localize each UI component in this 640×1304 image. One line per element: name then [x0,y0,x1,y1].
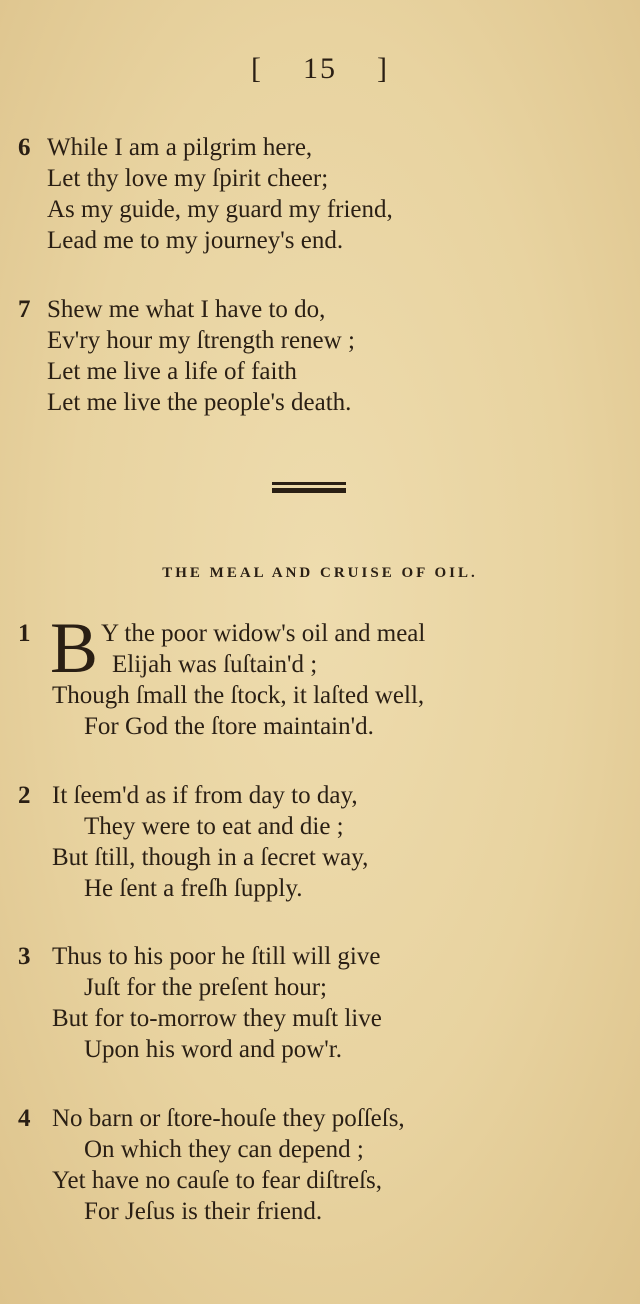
verse-line: While I am a pilgrim here, [47,134,313,161]
right-bracket: ] [377,52,389,85]
verse-line: Elijah was ſuſtain'd ; [112,651,318,678]
verse-line: Shew me what I have to do, [47,296,326,323]
verse-line: Let me live a life of faith [47,358,297,385]
stanza-1 [0,608,620,742]
verse-line: Lead me to my journey's end. [47,227,344,254]
verse-line: He ſent a freſh ſupply. [84,875,303,902]
stanza-number: 4 [18,1105,31,1132]
divider-rule-thin [272,482,346,485]
page-number-value: 15 [303,52,337,85]
stanza-number: 2 [18,782,31,809]
stanza-7 [0,294,620,418]
verse-line: On which they can depend ; [84,1136,364,1163]
stanza-3 [0,941,620,1065]
verse-line: But ſtill, though in a ſecret way, [52,844,369,871]
verse-line: For God the ſtore maintain'd. [84,713,374,740]
hymn-title: THE MEAL AND CRUISE OF OIL. [162,565,478,581]
verse-line: For Jeſus is their friend. [84,1198,323,1225]
stanza-2 [0,780,620,904]
verse-line: Yet have no cauſe to fear diſtreſs, [52,1167,382,1194]
verse-line: Y the poor widow's oil and meal [101,620,426,647]
verse-line: Though ſmall the ſtock, it laſted well, [52,682,425,709]
stanza-number: 7 [18,296,31,323]
stanza-number: 6 [18,134,31,161]
verse-line: No barn or ſtore-houſe they poſſeſs, [52,1105,405,1132]
verse-line: Ev'ry hour my ſtrength renew ; [47,327,355,354]
divider-rule-thick [272,488,346,493]
verse-line: As my guide, my guard my friend, [47,196,393,223]
drop-cap: B [50,608,99,688]
verse-line: But for to-morrow they muſt live [52,1005,382,1032]
verse-line: Let me live the people's death. [47,389,352,416]
verse-line: Let thy love my ſpirit cheer; [47,165,329,192]
stanza-6 [0,132,620,256]
left-bracket: [ [251,52,263,85]
verse-line: It ſeem'd as if from day to day, [52,782,358,809]
verse-line: They were to eat and die ; [84,813,344,840]
verse-line: Upon his word and pow'r. [84,1036,342,1063]
stanza-4 [0,1103,620,1227]
stanza-number: 3 [18,943,31,970]
stanza-number: 1 [18,620,31,647]
section-divider [272,482,346,493]
verse-line: Thus to his poor he ſtill will give [52,943,381,970]
verse-line: Juſt for the preſent hour; [84,974,327,1001]
page-number [0,52,640,86]
